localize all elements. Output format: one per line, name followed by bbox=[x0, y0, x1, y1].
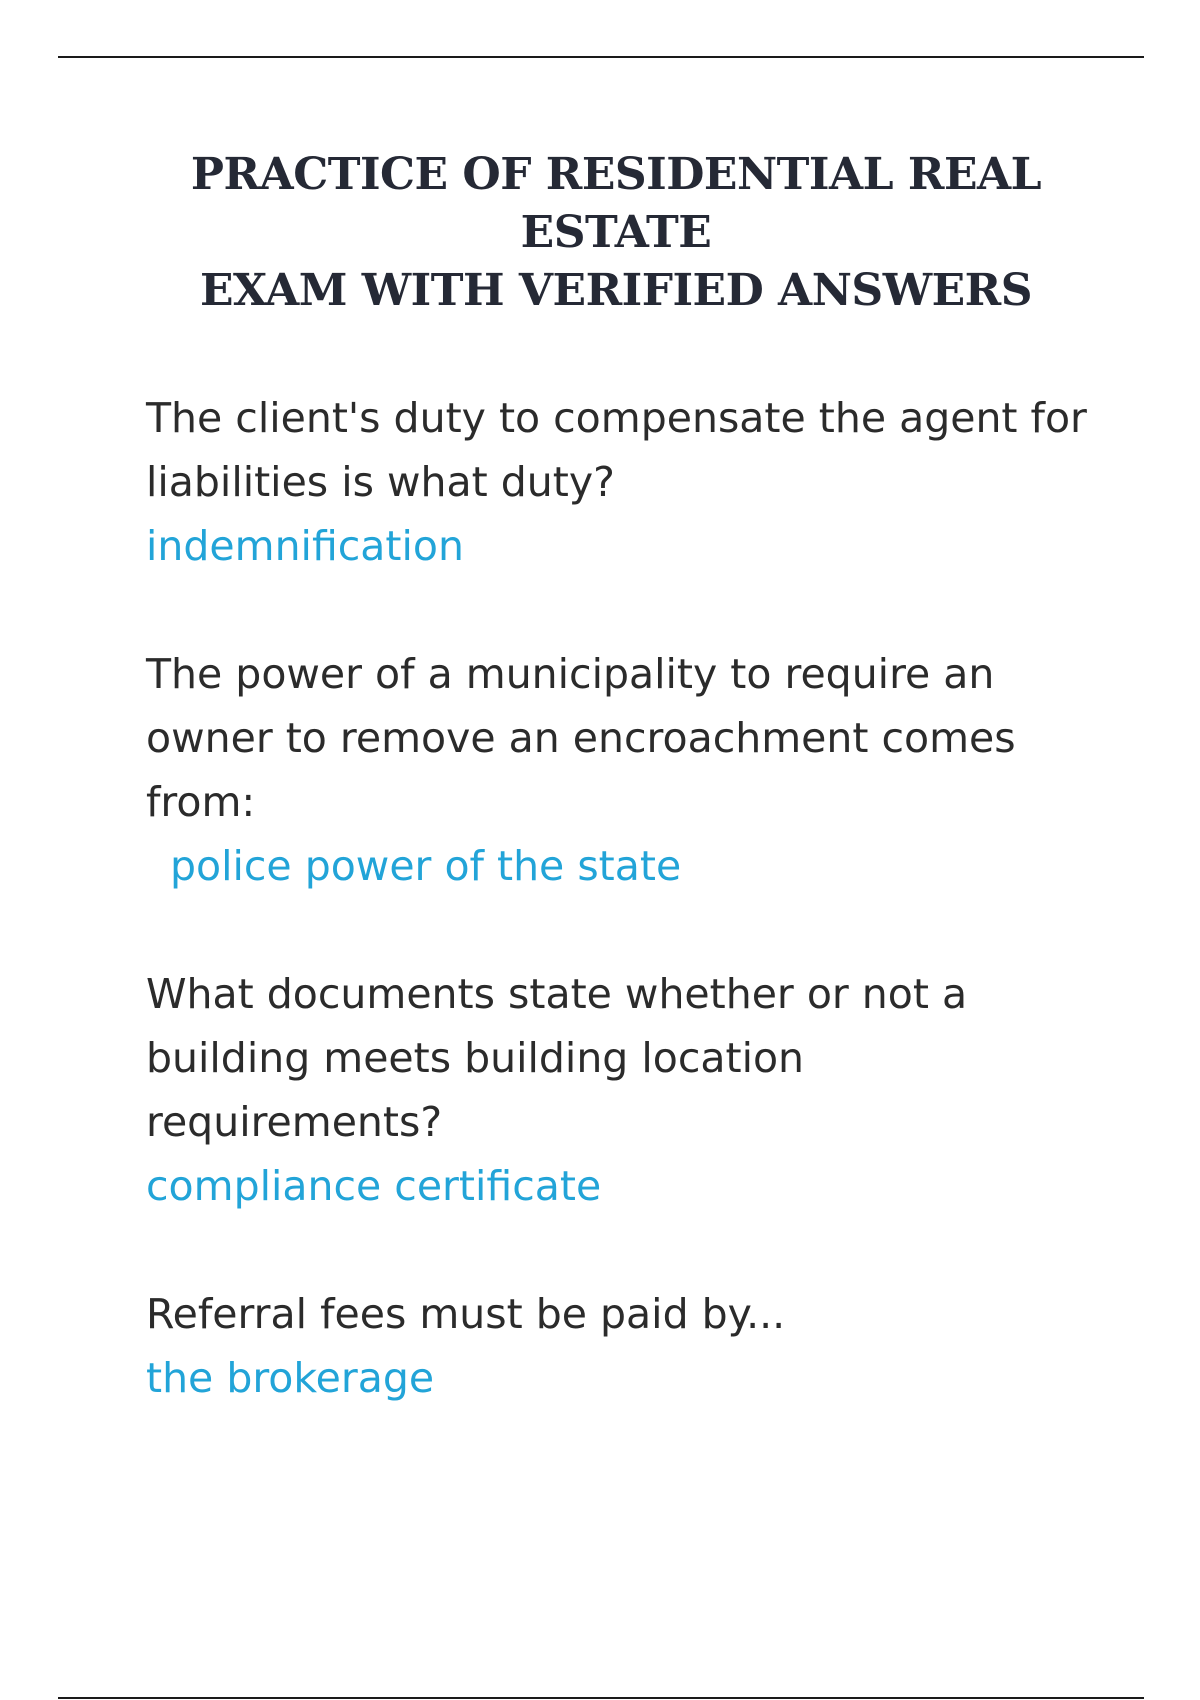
question-text: What documents state whether or not a building meets building location requirements? bbox=[146, 970, 968, 1146]
bottom-rule bbox=[58, 1697, 1144, 1699]
question-text: Referral fees must be paid by... bbox=[146, 1290, 786, 1338]
question-text: The client's duty to compensate the agent for liabilities is what duty? bbox=[146, 394, 1087, 506]
qa-list bbox=[146, 386, 1106, 1474]
answer-text: indemnification bbox=[146, 522, 464, 570]
top-rule bbox=[58, 56, 1144, 58]
document-title bbox=[120, 146, 1112, 320]
title-line-1: PRACTICE OF RESIDENTIAL REAL ESTATE bbox=[190, 149, 1042, 258]
answer-text: the brokerage bbox=[146, 1354, 435, 1402]
qa-item bbox=[146, 962, 1106, 1218]
title-line-2: EXAM WITH VERIFIED ANSWERS bbox=[200, 265, 1032, 316]
question-text: The power of a municipality to require an owner to remove an encroachment comes from: bbox=[146, 650, 1016, 826]
qa-item bbox=[146, 1282, 1106, 1410]
answer-text: police power of the state bbox=[170, 842, 682, 890]
qa-item bbox=[146, 386, 1106, 578]
answer-text: compliance certificate bbox=[146, 1162, 602, 1210]
qa-item bbox=[146, 642, 1106, 898]
